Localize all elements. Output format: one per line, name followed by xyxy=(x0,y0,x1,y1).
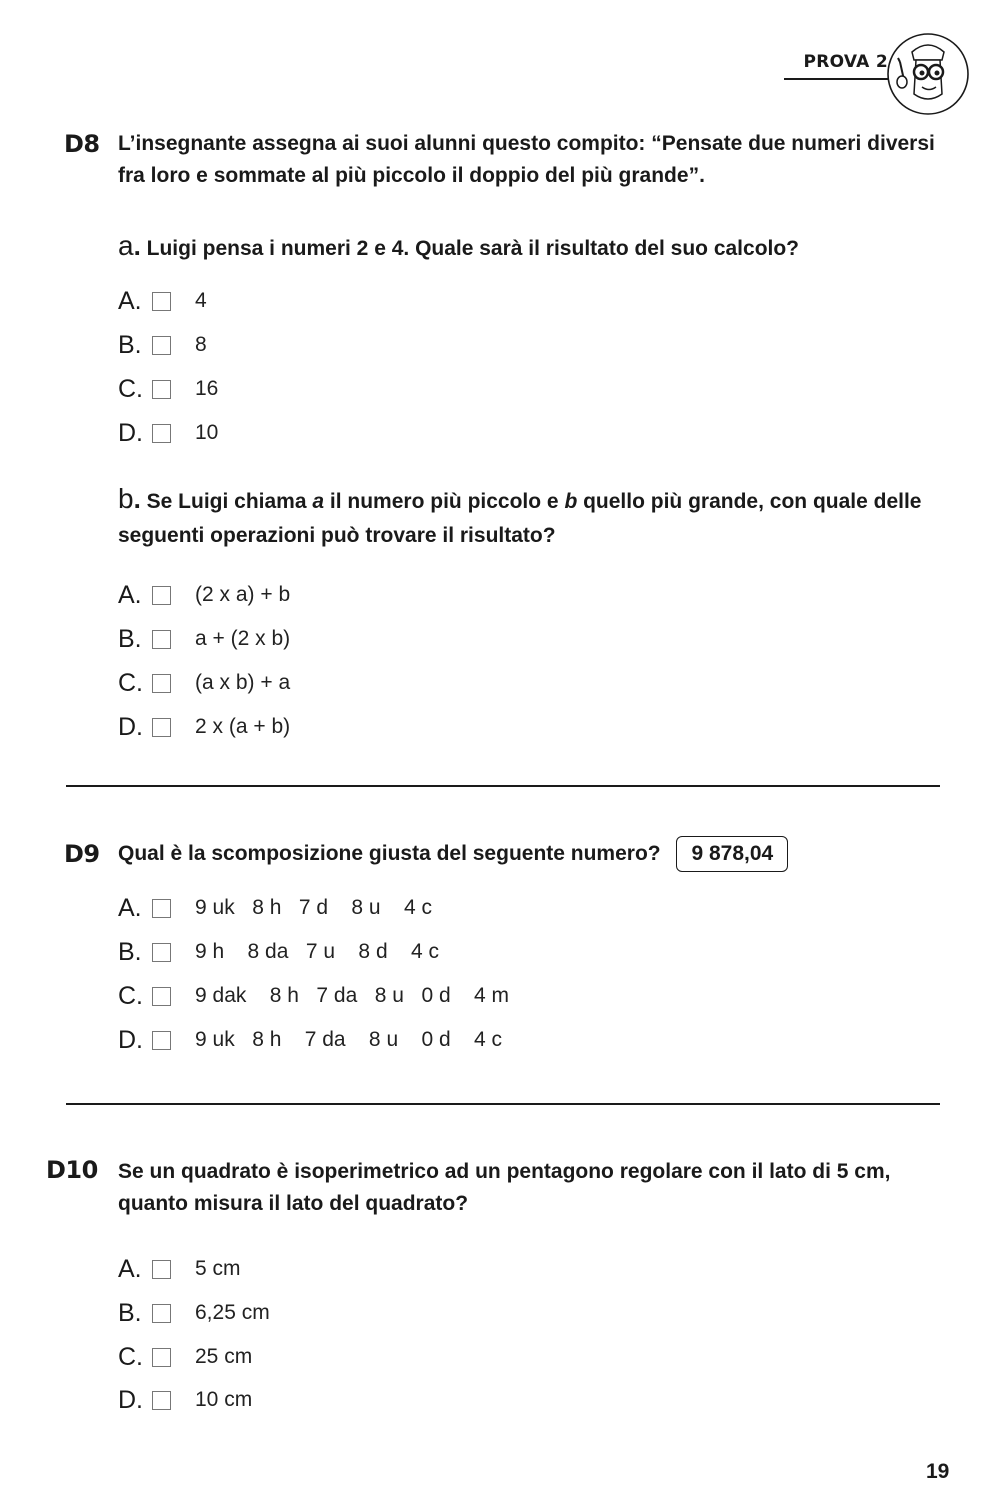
option-letter: A. xyxy=(118,893,142,922)
mascot-icon xyxy=(886,32,970,116)
answer-checkbox[interactable] xyxy=(152,987,171,1006)
option-letter: A. xyxy=(118,286,142,315)
option-letter: D. xyxy=(118,712,143,741)
option-text: 10 cm xyxy=(195,1388,253,1411)
subquestion-d8-b: b. Se Luigi chiama a il numero più piccolo e b quello più grande, con quale delle seguenti operazioni può trovare il risultato? xyxy=(118,483,922,547)
option-text: 2 x (a + b) xyxy=(195,715,291,738)
answer-checkbox[interactable] xyxy=(152,1348,171,1367)
option-letter: A. xyxy=(118,1254,142,1283)
option-text: 25 cm xyxy=(195,1345,253,1368)
question-text-d10: Se un quadrato è isoperimetrico ad un pentagono regolare con il lato di 5 cm, quanto misura il lato del quadrato? xyxy=(118,1160,891,1215)
answer-checkbox[interactable] xyxy=(152,674,171,693)
answer-checkbox[interactable] xyxy=(152,424,171,443)
variable-a: a xyxy=(312,490,325,513)
option-text: 9 h 8 da 7 u 8 d 4 c xyxy=(195,940,439,963)
answer-checkbox[interactable] xyxy=(152,899,171,918)
answer-checkbox[interactable] xyxy=(152,630,171,649)
page-number: 19 xyxy=(926,1460,950,1483)
answer-checkbox[interactable] xyxy=(152,336,171,355)
option-text: 5 cm xyxy=(195,1257,241,1280)
option-d9-A[interactable] xyxy=(118,893,432,923)
question-text: Qual è la scomposizione giusta del seguente numero? xyxy=(118,842,661,865)
option-d8b-A[interactable] xyxy=(118,580,290,610)
option-text: 10 xyxy=(195,421,219,444)
question-number-d9: D9 xyxy=(64,840,100,868)
answer-checkbox[interactable] xyxy=(152,1391,171,1410)
option-d8a-A[interactable] xyxy=(118,286,207,316)
option-d8a-C[interactable] xyxy=(118,374,218,404)
option-letter: D. xyxy=(118,1025,143,1054)
question-text-d8: L’insegnante assegna ai suoi alunni questo compito: “Pensate due numeri diversi fra loro e sommate al più piccolo il doppio del più grande”. xyxy=(118,132,935,187)
option-text: 9 uk 8 h 7 da 8 u 0 d 4 c xyxy=(195,1028,503,1051)
subquestion-text: il numero più piccolo e xyxy=(324,490,565,513)
option-d9-C[interactable] xyxy=(118,981,509,1011)
option-letter: C. xyxy=(118,668,143,697)
answer-checkbox[interactable] xyxy=(152,380,171,399)
option-d9-D[interactable] xyxy=(118,1025,502,1055)
answer-checkbox[interactable] xyxy=(152,943,171,962)
option-d10-C[interactable] xyxy=(118,1342,252,1372)
answer-checkbox[interactable] xyxy=(152,718,171,737)
subquestion-letter: b xyxy=(118,483,134,514)
header-label: PROVA 2 xyxy=(784,52,894,80)
option-d10-A[interactable] xyxy=(118,1254,241,1284)
option-d10-B[interactable] xyxy=(118,1298,270,1328)
subquestion-d8-a: a. Luigi pensa i numeri 2 e 4. Quale sarà il risultato del suo calcolo? xyxy=(118,230,800,261)
question-number-d8: D8 xyxy=(64,130,100,158)
option-d8b-C[interactable] xyxy=(118,668,290,698)
option-d8a-B[interactable] xyxy=(118,330,207,360)
option-letter: A. xyxy=(118,580,142,609)
option-letter: D. xyxy=(118,1385,143,1414)
boxed-number: 9 878,04 xyxy=(676,836,788,872)
option-letter: B. xyxy=(118,330,142,359)
option-letter: C. xyxy=(118,981,143,1010)
subquestion-text: quello più grande, con quale delle seguenti operazioni può trovare il risultato? xyxy=(118,490,922,547)
option-letter: B. xyxy=(118,624,142,653)
option-d8b-D[interactable] xyxy=(118,712,290,742)
answer-checkbox[interactable] xyxy=(152,586,171,605)
answer-checkbox[interactable] xyxy=(152,1031,171,1050)
question-text-d9 xyxy=(118,836,948,872)
option-letter: C. xyxy=(118,1342,143,1371)
option-text: 6,25 cm xyxy=(195,1301,270,1324)
answer-checkbox[interactable] xyxy=(152,292,171,311)
separator-line xyxy=(66,1103,940,1105)
option-letter: C. xyxy=(118,374,143,403)
question-number-d10: D10 xyxy=(46,1156,98,1184)
option-text: (a x b) + a xyxy=(195,671,291,694)
separator-line xyxy=(66,785,940,787)
subquestion-text: Luigi pensa i numeri 2 e 4. Quale sarà il risultato del suo calcolo? xyxy=(146,237,800,260)
option-letter: B. xyxy=(118,1298,142,1327)
subquestion-text: Se Luigi chiama xyxy=(146,490,313,513)
option-text: 9 dak 8 h 7 da 8 u 0 d 4 m xyxy=(195,984,510,1007)
variable-b: b xyxy=(564,490,578,513)
option-d10-D[interactable] xyxy=(118,1385,252,1415)
option-text: 4 xyxy=(195,289,207,312)
option-d8a-D[interactable] xyxy=(118,418,218,448)
option-text: 8 xyxy=(195,333,207,356)
option-text: (2 x a) + b xyxy=(195,583,291,606)
option-letter: B. xyxy=(118,937,142,966)
option-text: 16 xyxy=(195,377,219,400)
option-letter: D. xyxy=(118,418,143,447)
option-d8b-B[interactable] xyxy=(118,624,290,654)
option-text: 9 uk 8 h 7 d 8 u 4 c xyxy=(195,896,432,919)
option-text: a + (2 x b) xyxy=(195,627,291,650)
option-d9-B[interactable] xyxy=(118,937,439,967)
subquestion-letter: a xyxy=(118,230,134,261)
answer-checkbox[interactable] xyxy=(152,1260,171,1279)
answer-checkbox[interactable] xyxy=(152,1304,171,1323)
